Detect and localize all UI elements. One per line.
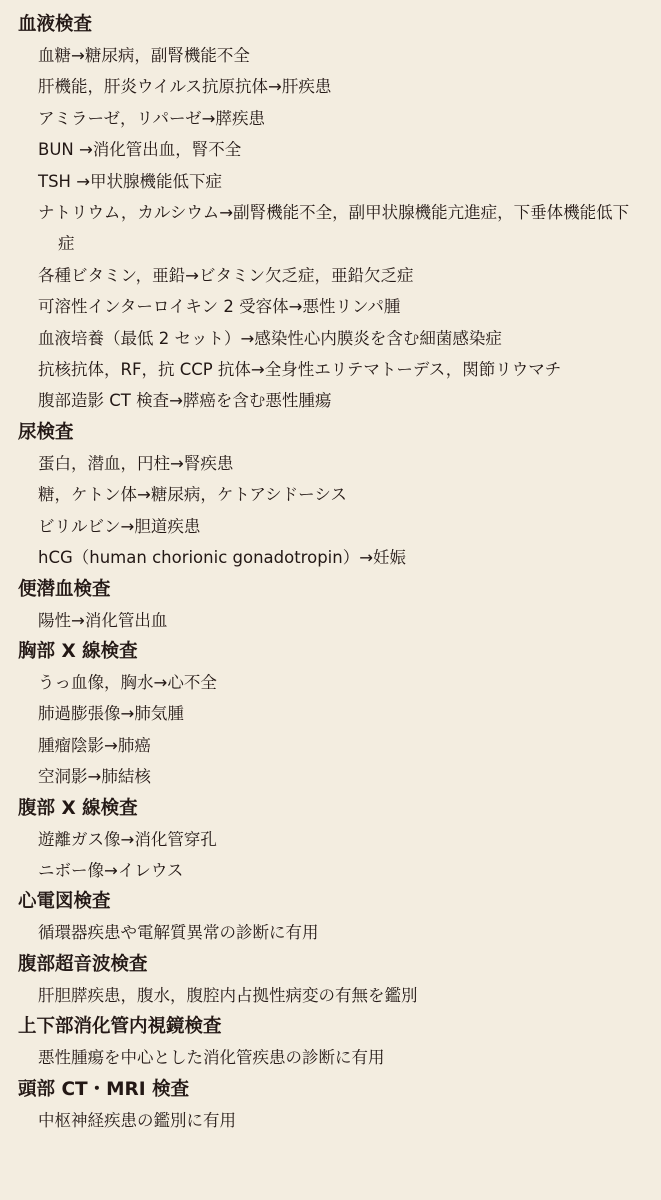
- section-head-ct-mri: [0, 1074, 661, 1136]
- section-heading: 心電図検査: [18, 891, 111, 913]
- list-item: 蛋白，潜血，円柱→腎疾患: [38, 453, 234, 473]
- list-item: 肝胆膵疾患，腹水，腹腔内占拠性病変の有無を鑑別: [38, 985, 418, 1005]
- list-item: BUN →消化管出血，腎不全: [38, 140, 242, 160]
- section-chest-xray: [0, 636, 661, 793]
- list-item: 肝機能，肝炎ウイルス抗原抗体→肝疾患: [38, 77, 332, 97]
- list-item: 悪性腫瘍を中心とした消化管疾患の診断に有用: [38, 1048, 385, 1068]
- list-item: 血液培養（最低 2 セット）→感染性心内膜炎を含む細菌感染症: [38, 328, 502, 348]
- section-heading: 上下部消化管内視鏡検査: [18, 1016, 222, 1038]
- list-item: 抗核抗体，RF，抗 CCP 抗体→全身性エリテマトーデス，関節リウマチ: [38, 360, 562, 380]
- section-heading: 腹部 X 線検査: [18, 797, 138, 819]
- list-item: 陽性→消化管出血: [38, 610, 168, 630]
- section-heading: 血液検査: [18, 14, 93, 35]
- section-heading: 胸部 X 線検査: [18, 640, 138, 662]
- list-item: 腹部造影 CT 検査→膵癌を含む悪性腫瘍: [38, 391, 332, 411]
- list-item: 各種ビタミン，亜鉛→ビタミン欠乏症，亜鉛欠乏症: [38, 265, 414, 285]
- section-heading: 頭部 CT・MRI 検査: [18, 1078, 190, 1100]
- list-item: 肺過膨張像→肺気腫: [38, 704, 184, 724]
- section-heading: 腹部超音波検査: [18, 953, 148, 975]
- list-item: うっ血像，胸水→心不全: [38, 672, 217, 692]
- list-item: 腫瘤陰影→肺癌: [38, 735, 151, 755]
- list-item: ビリルビン→胆道疾患: [38, 516, 201, 536]
- list-item: 中枢神経疾患の鑑別に有用: [38, 1110, 236, 1130]
- section-abdominal-ultrasound: [0, 949, 661, 1011]
- list-item: 可溶性インターロイキン 2 受容体→悪性リンパ腫: [38, 297, 401, 317]
- list-item: ナトリウム，カルシウム→副腎機能不全，副甲状腺機能亢進症，下垂体機能低下症: [38, 203, 630, 254]
- section-heading: 尿検査: [18, 421, 74, 443]
- list-item: 循環器疾患や電解質異常の診断に有用: [38, 923, 319, 943]
- list-item: 血糖→糖尿病，副腎機能不全: [38, 46, 250, 65]
- list-item: TSH →甲状腺機能低下症: [38, 171, 223, 191]
- list-item: 遊離ガス像→消化管穿孔: [38, 829, 217, 849]
- list-item: 空洞影→肺結核: [38, 767, 151, 787]
- list-item: hCG（human chorionic gonadotropin）→妊娠: [38, 548, 407, 568]
- section-gi-endoscopy: [0, 1011, 661, 1073]
- list-item: ニボー像→イレウス: [38, 860, 184, 880]
- section-ecg: [0, 886, 661, 948]
- section-fecal-occult-blood: [0, 574, 661, 636]
- list-item: 糖，ケトン体→糖尿病，ケトアシドーシス: [38, 485, 347, 505]
- section-abdominal-xray: [0, 793, 661, 887]
- section-heading: 便潜血検査: [18, 578, 111, 600]
- section-urine-test: [0, 417, 661, 574]
- section-blood-test: [0, 9, 661, 417]
- list-item: アミラーゼ，リパーゼ→膵疾患: [38, 108, 266, 128]
